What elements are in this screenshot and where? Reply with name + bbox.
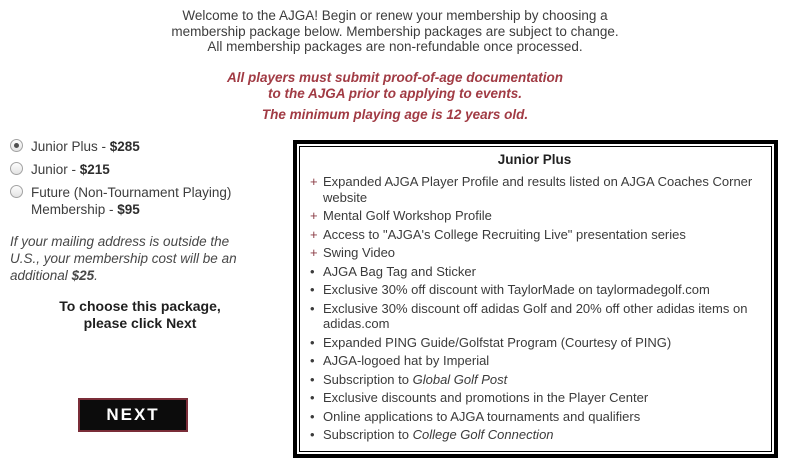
benefit-item [310, 353, 759, 369]
bullet-marker: • [310, 282, 315, 297]
benefit-text: Subscription to College Golf Connection [323, 427, 554, 442]
benefit-text: Mental Golf Workshop Profile [323, 208, 492, 223]
membership-option-label: Junior - $215 [31, 162, 110, 177]
bullet-marker: • [310, 353, 315, 368]
welcome-line-3: All membership packages are non-refundable once processed. [207, 39, 583, 54]
membership-option-label: Junior Plus - $285 [31, 139, 140, 154]
bullet-marker: • [310, 390, 315, 405]
radio-button[interactable] [10, 185, 23, 198]
choose-line-1: To choose this package, [59, 298, 221, 314]
benefit-item [310, 335, 759, 351]
membership-option-1[interactable] [10, 138, 276, 155]
welcome-line-1: Welcome to the AJGA! Begin or renew your membership by choosing a [182, 8, 608, 23]
welcome-line-2: membership package below. Membership packages are subject to change. [171, 23, 619, 39]
bullet-marker: • [310, 427, 315, 442]
bullet-marker: • [310, 371, 315, 387]
benefit-item [310, 301, 759, 332]
notice-line-1: All players must submit proof-of-age documentation [226, 70, 564, 85]
next-button[interactable]: NEXT [78, 398, 188, 432]
radio-button-selected[interactable] [10, 139, 23, 152]
benefit-text: Expanded PING Guide/Golfstat Program (Courtesy of PING) [323, 334, 672, 350]
minimum-age-notice: The minimum playing age is 12 years old. [261, 107, 529, 122]
benefit-text: Exclusive discounts and promotions in the Player Center [323, 390, 649, 405]
radio-button[interactable] [10, 162, 23, 175]
plus-marker: + [310, 226, 318, 242]
plus-marker: + [310, 208, 318, 223]
benefit-text: Online applications to AJGA tournaments and qualifiers [323, 408, 641, 424]
benefit-text: AJGA Bag Tag and Sticker [323, 263, 476, 279]
bullet-marker: • [310, 334, 315, 350]
benefit-item [310, 208, 759, 224]
benefit-item [310, 227, 759, 243]
intl-note-amount: $25 [71, 268, 95, 283]
notice-line-2: to the AJGA prior to applying to events. [267, 85, 522, 101]
choose-line-2: please click Next [83, 314, 197, 331]
benefit-list [310, 174, 759, 443]
package-title: Junior Plus [497, 152, 572, 167]
membership-option-3[interactable] [10, 184, 276, 218]
package-details-panel [293, 140, 778, 458]
benefit-item [310, 372, 759, 388]
membership-option-label: Future (Non-Tournament Playing) Membership - $95 [31, 185, 232, 217]
benefit-text: Subscription to Global Golf Post [323, 371, 508, 387]
international-fee-note [10, 233, 262, 284]
benefit-item [310, 264, 759, 280]
benefit-text: AJGA-logoed hat by Imperial [323, 353, 490, 368]
membership-option-2[interactable] [10, 161, 276, 178]
benefit-item [310, 409, 759, 425]
benefit-item [310, 245, 759, 261]
choose-package-instruction [8, 298, 272, 331]
package-details-inner [299, 146, 772, 452]
membership-options-group [10, 138, 276, 224]
plus-marker: + [310, 174, 318, 189]
benefit-item [310, 427, 759, 443]
benefit-text: Exclusive 30% off discount with TaylorMade on taylormadegolf.com [323, 282, 710, 297]
benefit-text: Expanded AJGA Player Profile and results listed on AJGA Coaches Corner website [323, 174, 753, 205]
benefit-item [310, 390, 759, 406]
benefit-text: Swing Video [323, 245, 396, 260]
bullet-marker: • [310, 263, 315, 279]
plus-marker: + [310, 245, 318, 260]
proof-of-age-notice [0, 70, 790, 101]
bullet-marker: • [310, 408, 315, 424]
benefit-item [310, 174, 759, 205]
welcome-text [0, 8, 790, 55]
benefit-text: Exclusive 30% discount off adidas Golf and 20% off other adidas items on adidas.com [323, 300, 748, 331]
intl-note-period: . [94, 268, 98, 283]
intl-note-text: If your mailing address is outside the U.S., your membership cost will be an additional [10, 234, 237, 283]
benefit-item [310, 282, 759, 298]
bullet-marker: • [310, 300, 315, 316]
benefit-text: Access to "AJGA's College Recruiting Live" presentation series [323, 226, 686, 242]
